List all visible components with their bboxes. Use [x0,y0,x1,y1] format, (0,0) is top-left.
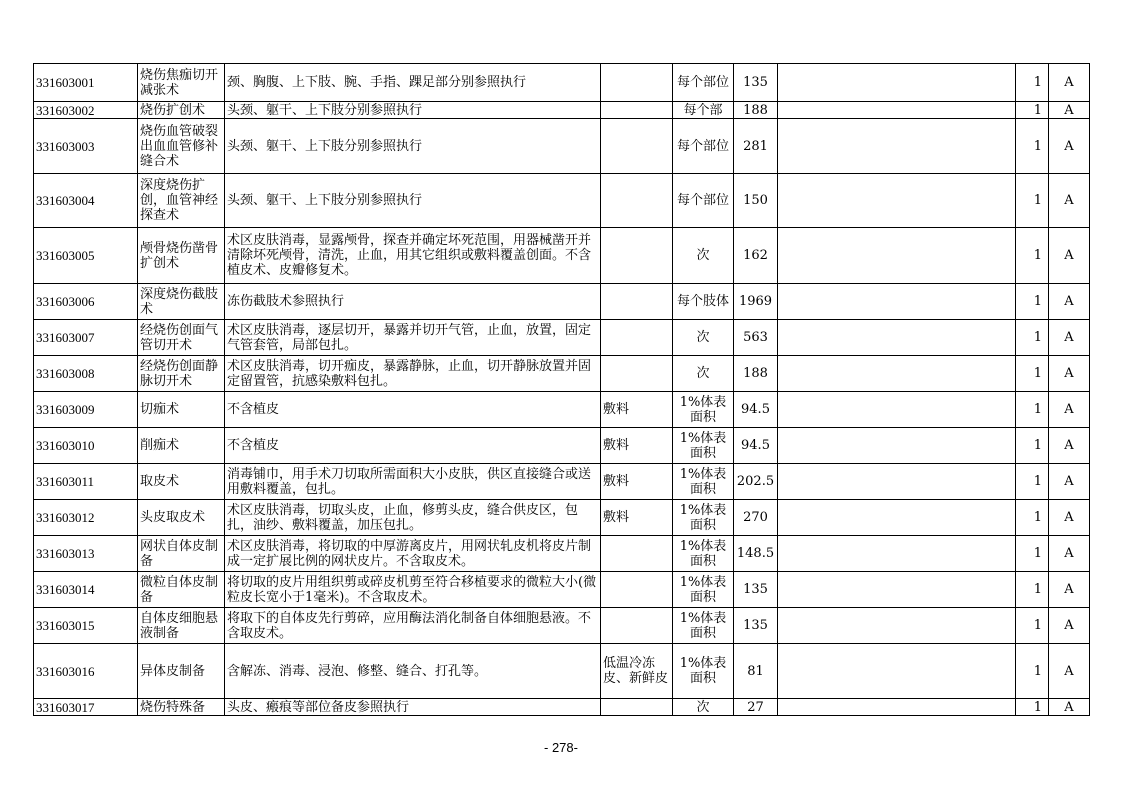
class-cell: A [1049,572,1090,608]
price-cell: 188 [734,356,778,392]
item-content-cell: 术区皮肤消毒，逐层切开，暴露并切开气管，止血，放置，固定气管套管，局部包扎。 [225,320,601,356]
note-cell [778,608,1016,644]
item-name-cell: 烧伤扩创术 [138,102,225,119]
item-content-cell: 不含植皮 [225,392,601,428]
note-cell [778,644,1016,699]
item-code-cell: 331603014 [34,572,138,608]
price-cell: 135 [734,608,778,644]
class-cell: A [1049,102,1090,119]
fee-table [33,63,1090,716]
unit-cell: 1%体表面积 [673,500,734,536]
table-row [34,572,1090,608]
page-number: - 278- [544,740,578,755]
note-cell [778,320,1016,356]
note-cell [778,64,1016,102]
excluded-content-cell [601,320,673,356]
item-content-cell: 术区皮肤消毒，切开痂皮，暴露静脉，止血，切开静脉放置并固定留置管，抗感染敷料包扎。 [225,356,601,392]
item-code-cell: 331603015 [34,608,138,644]
unit-cell: 1%体表面积 [673,644,734,699]
class-cell: A [1049,320,1090,356]
item-code-cell: 331603010 [34,428,138,464]
item-code-cell: 331603008 [34,356,138,392]
excluded-content-cell [601,699,673,716]
flag-cell: 1 [1016,119,1049,174]
note-cell [778,500,1016,536]
price-cell: 1969 [734,284,778,320]
flag-cell: 1 [1016,608,1049,644]
item-code-cell: 331603001 [34,64,138,102]
item-name-cell: 削痂术 [138,428,225,464]
unit-cell: 1%体表面积 [673,572,734,608]
excluded-content-cell: 低温冷冻皮、新鲜皮 [601,644,673,699]
item-content-cell: 术区皮肤消毒，切取头皮，止血，修剪头皮，缝合供皮区，包扎，油纱、敷料覆盖，加压包扎。 [225,500,601,536]
item-name-cell: 经烧伤创面气管切开术 [138,320,225,356]
class-cell: A [1049,464,1090,500]
item-code-cell: 331603013 [34,536,138,572]
price-cell: 150 [734,174,778,228]
table-row [34,644,1090,699]
unit-cell: 每个肢体 [673,284,734,320]
item-content-cell: 将取下的自体皮先行剪碎，应用酶法消化制备自体细胞悬液。不含取皮术。 [225,608,601,644]
unit-cell: 每个部位 [673,174,734,228]
price-cell: 135 [734,64,778,102]
note-cell [778,392,1016,428]
table-row [34,608,1090,644]
item-content-cell: 术区皮肤消毒，显露颅骨，探查并确定坏死范围，用器械凿开并清除坏死颅骨，清洗，止血，用其它组织或敷料覆盖创面。不含植皮术、皮瓣修复术。 [225,228,601,284]
table-row [34,119,1090,174]
class-cell: A [1049,119,1090,174]
class-cell: A [1049,64,1090,102]
flag-cell: 1 [1016,102,1049,119]
item-name-cell: 头皮取皮术 [138,500,225,536]
excluded-content-cell [601,284,673,320]
price-cell: 94.5 [734,392,778,428]
price-cell: 563 [734,320,778,356]
unit-cell: 次 [673,228,734,284]
flag-cell: 1 [1016,356,1049,392]
item-code-cell: 331603011 [34,464,138,500]
note-cell [778,699,1016,716]
excluded-content-cell [601,572,673,608]
class-cell: A [1049,174,1090,228]
item-content-cell: 颈、胸腹、上下肢、腕、手指、踝足部分别参照执行 [225,64,601,102]
flag-cell: 1 [1016,174,1049,228]
table-row [34,699,1090,716]
note-cell [778,119,1016,174]
class-cell: A [1049,500,1090,536]
price-cell: 270 [734,500,778,536]
class-cell: A [1049,228,1090,284]
price-cell: 188 [734,102,778,119]
unit-cell: 次 [673,356,734,392]
price-cell: 281 [734,119,778,174]
excluded-content-cell [601,228,673,284]
class-cell: A [1049,644,1090,699]
item-name-cell: 烧伤特殊备 [138,699,225,716]
flag-cell: 1 [1016,644,1049,699]
price-cell: 94.5 [734,428,778,464]
item-content-cell: 不含植皮 [225,428,601,464]
item-content-cell: 术区皮肤消毒，将切取的中厚游离皮片，用网状轧皮机将皮片制成一定扩展比例的网状皮片。不含取皮术。 [225,536,601,572]
item-name-cell: 自体皮细胞悬液制备 [138,608,225,644]
flag-cell: 1 [1016,500,1049,536]
item-name-cell: 微粒自体皮制备 [138,572,225,608]
item-name-cell: 取皮术 [138,464,225,500]
table-row [34,64,1090,102]
item-name-cell: 深度烧伤扩创，血管神经探查术 [138,174,225,228]
class-cell: A [1049,608,1090,644]
table-row [34,174,1090,228]
flag-cell: 1 [1016,228,1049,284]
note-cell [778,174,1016,228]
flag-cell: 1 [1016,320,1049,356]
flag-cell: 1 [1016,464,1049,500]
table-row [34,464,1090,500]
item-name-cell: 经烧伤创面静脉切开术 [138,356,225,392]
price-cell: 135 [734,572,778,608]
table-row [34,536,1090,572]
table-row [34,392,1090,428]
price-cell: 27 [734,699,778,716]
class-cell: A [1049,699,1090,716]
item-name-cell: 异体皮制备 [138,644,225,699]
unit-cell: 1%体表面积 [673,464,734,500]
table-row [34,228,1090,284]
item-content-cell: 冻伤截肢术参照执行 [225,284,601,320]
item-content-cell: 头皮、瘢痕等部位备皮参照执行 [225,699,601,716]
item-content-cell: 消毒铺巾，用手术刀切取所需面积大小皮肤，供区直接缝合或送用敷料覆盖，包扎。 [225,464,601,500]
item-content-cell: 头颈、躯干、上下肢分别参照执行 [225,119,601,174]
class-cell: A [1049,284,1090,320]
excluded-content-cell [601,64,673,102]
excluded-content-cell [601,102,673,119]
flag-cell: 1 [1016,536,1049,572]
excluded-content-cell [601,356,673,392]
class-cell: A [1049,356,1090,392]
table-row [34,320,1090,356]
flag-cell: 1 [1016,428,1049,464]
unit-cell: 次 [673,320,734,356]
unit-cell: 1%体表面积 [673,392,734,428]
item-code-cell: 331603012 [34,500,138,536]
item-name-cell: 烧伤血管破裂出血血管修补缝合术 [138,119,225,174]
note-cell [778,536,1016,572]
note-cell [778,464,1016,500]
item-code-cell: 331603009 [34,392,138,428]
flag-cell: 1 [1016,64,1049,102]
excluded-content-cell [601,119,673,174]
item-code-cell: 331603003 [34,119,138,174]
item-code-cell: 331603017 [34,699,138,716]
table-row [34,500,1090,536]
unit-cell: 1%体表面积 [673,536,734,572]
unit-cell: 1%体表面积 [673,428,734,464]
item-name-cell: 切痂术 [138,392,225,428]
note-cell [778,356,1016,392]
item-content-cell: 将切取的皮片用组织剪或碎皮机剪至符合移植要求的微粒大小(微粒皮长宽小于1毫米)。不含取皮术。 [225,572,601,608]
note-cell [778,428,1016,464]
note-cell [778,102,1016,119]
item-name-cell: 颅骨烧伤凿骨扩创术 [138,228,225,284]
flag-cell: 1 [1016,392,1049,428]
excluded-content-cell: 敷料 [601,500,673,536]
class-cell: A [1049,392,1090,428]
item-code-cell: 331603002 [34,102,138,119]
item-code-cell: 331603004 [34,174,138,228]
note-cell [778,284,1016,320]
flag-cell: 1 [1016,572,1049,608]
item-code-cell: 331603006 [34,284,138,320]
excluded-content-cell [601,174,673,228]
unit-cell: 1%体表面积 [673,608,734,644]
item-name-cell: 深度烧伤截肢术 [138,284,225,320]
price-cell: 162 [734,228,778,284]
unit-cell: 每个部位 [673,119,734,174]
price-cell: 148.5 [734,536,778,572]
item-name-cell: 网状自体皮制备 [138,536,225,572]
price-cell: 81 [734,644,778,699]
item-code-cell: 331603007 [34,320,138,356]
item-content-cell: 头颈、躯干、上下肢分别参照执行 [225,174,601,228]
excluded-content-cell: 敷料 [601,464,673,500]
class-cell: A [1049,428,1090,464]
price-cell: 202.5 [734,464,778,500]
unit-cell: 每个部位 [673,64,734,102]
unit-cell: 次 [673,699,734,716]
table-row [34,102,1090,119]
table-row [34,356,1090,392]
item-code-cell: 331603016 [34,644,138,699]
item-code-cell: 331603005 [34,228,138,284]
excluded-content-cell: 敷料 [601,428,673,464]
unit-cell: 每个部 [673,102,734,119]
excluded-content-cell [601,536,673,572]
excluded-content-cell: 敷料 [601,392,673,428]
item-name-cell: 烧伤焦痂切开减张术 [138,64,225,102]
item-content-cell: 含解冻、消毒、浸泡、修整、缝合、打孔等。 [225,644,601,699]
item-content-cell: 头颈、躯干、上下肢分别参照执行 [225,102,601,119]
class-cell: A [1049,536,1090,572]
table-row [34,284,1090,320]
flag-cell: 1 [1016,699,1049,716]
flag-cell: 1 [1016,284,1049,320]
table-row [34,428,1090,464]
excluded-content-cell [601,608,673,644]
note-cell [778,572,1016,608]
note-cell [778,228,1016,284]
